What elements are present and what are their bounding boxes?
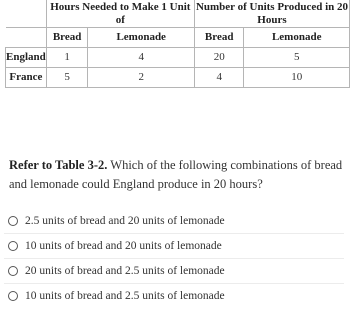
- table-cell: 5: [244, 48, 350, 68]
- table-corner: [6, 0, 47, 28]
- answer-option-1[interactable]: [4, 209, 344, 234]
- radio-button[interactable]: [8, 291, 18, 301]
- radio-button[interactable]: [8, 241, 18, 251]
- radio-button[interactable]: [8, 216, 18, 226]
- answer-option-4[interactable]: [4, 284, 344, 308]
- subheader-lemonade-units: Lemonade: [244, 28, 350, 48]
- answer-label: 2.5 units of bread and 20 units of lemonade: [25, 215, 225, 227]
- header-units-produced: Number of Units Produced in 20 Hours: [195, 0, 349, 26]
- question-reference: Refer to Table 3-2.: [9, 158, 108, 172]
- subheader-bread-hours: Bread: [46, 28, 88, 48]
- table-corner-lower: [6, 28, 47, 48]
- row-label-france: France: [6, 68, 47, 88]
- production-table: [5, 0, 350, 88]
- table-cell: 2: [88, 68, 195, 88]
- table-row: [6, 68, 350, 88]
- table-cell: 4: [194, 68, 243, 88]
- table-cell: 4: [88, 48, 195, 68]
- table-row: [6, 48, 350, 68]
- radio-button[interactable]: [8, 266, 18, 276]
- question-text: [9, 156, 345, 194]
- question-body: Which of the following combinations of bread and lemonade could England produce in 20 hours?: [9, 158, 343, 191]
- subheader-bread-units: Bread: [194, 28, 243, 48]
- table-cell: 5: [46, 68, 88, 88]
- row-label-england: England: [6, 48, 47, 68]
- header-hours-needed: Hours Needed to Make 1 Unit of: [46, 0, 194, 28]
- answer-option-2[interactable]: [4, 234, 344, 259]
- answer-option-3[interactable]: [4, 259, 344, 284]
- answer-label: 20 units of bread and 2.5 units of lemonade: [25, 265, 225, 277]
- table-cell: 1: [46, 48, 88, 68]
- answer-label: 10 units of bread and 2.5 units of lemonade: [25, 290, 225, 302]
- answer-options: [4, 209, 344, 308]
- table-cell: 20: [194, 48, 243, 68]
- answer-label: 10 units of bread and 20 units of lemonade: [25, 240, 222, 252]
- table-cell: 10: [244, 68, 350, 88]
- subheader-lemonade-hours: Lemonade: [88, 28, 195, 48]
